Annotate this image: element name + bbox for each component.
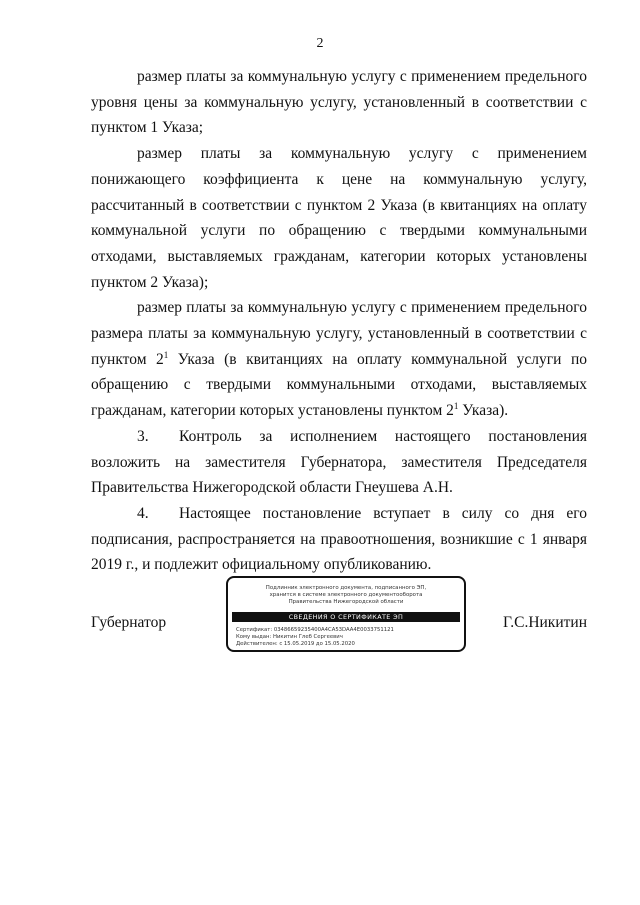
paragraph-number: 4. <box>137 504 149 522</box>
signature-position: Губернатор <box>91 614 167 631</box>
paragraph-part: размер платы за коммунальную услугу с применением предельного размера платы за коммунальную услугу, установленный в соответствии с пунктом 2 <box>91 299 587 368</box>
document-body <box>91 64 587 578</box>
paragraph-plate-coefficient: размер платы за коммунальную услугу с применением понижающего коэффициента к цене на коммунальную услугу, рассчитанный в соответствии с пунктом 2 Указа (в квитанциях на оплату коммунальной услуги по обращению с твердыми коммунальными отходами, выставляемых гражданам, категории которых установлены пунктом 2 Указа); <box>91 145 587 291</box>
stamp-header <box>228 578 464 606</box>
paragraph-text: Контроль за исполнением настоящего постановления возложить на заместителя Губернатора, заместителя Председателя Правительства Нижегородской области Гнеушева А.Н. <box>91 427 587 497</box>
stamp-header-line: хранится в системе электронного документооборота <box>269 592 423 598</box>
stamp-header-line: Правительства Нижегородской области <box>288 599 404 605</box>
e-signature-stamp <box>226 576 466 652</box>
paragraph-control <box>91 424 587 501</box>
stamp-title: СВЕДЕНИЯ О СЕРТИФИКАТЕ ЭП <box>232 612 460 622</box>
superscript: 1 <box>453 400 459 411</box>
stamp-certificate: Сертификат: 03486659235400A4CA53DAA4E0033751121 <box>236 627 394 633</box>
paragraph-number: 3. <box>137 427 149 445</box>
paragraph-text: Настоящее постановление вступает в силу со дня его подписания, распространяется на правоотношения, возникшие с 1 января 2019 г., и подлежит официальному опубликованию. <box>91 504 587 574</box>
paragraph-plate-limit: размер платы за коммунальную услугу с применением предельного уровня цены за коммунальную услугу, установленный в соответствии с пунктом 1 Указа; <box>91 68 587 137</box>
superscript: 1 <box>163 349 169 360</box>
paragraph-part: Указа). <box>458 402 509 420</box>
page-number: 2 <box>316 36 324 51</box>
paragraph-plate-max-size <box>91 295 587 424</box>
paragraph-part: Указа (в квитанциях на оплату коммунальной услуги по обращению с твердыми коммунальными отходами, выставляемых гражданам, категории которых установлены пунктом 2 <box>91 350 587 420</box>
stamp-valid: Действителен: с 15.05.2019 до 15.05.2020 <box>236 640 355 647</box>
signature-name: Г.С.Никитин <box>503 614 587 631</box>
stamp-details <box>236 627 464 647</box>
stamp-header-line: Подлинник электронного документа, подписанного ЭП, <box>265 585 427 591</box>
paragraph-effective-date <box>91 501 587 578</box>
stamp-issued-to: Кому выдан: Никитин Глеб Сергеевич <box>236 633 343 640</box>
